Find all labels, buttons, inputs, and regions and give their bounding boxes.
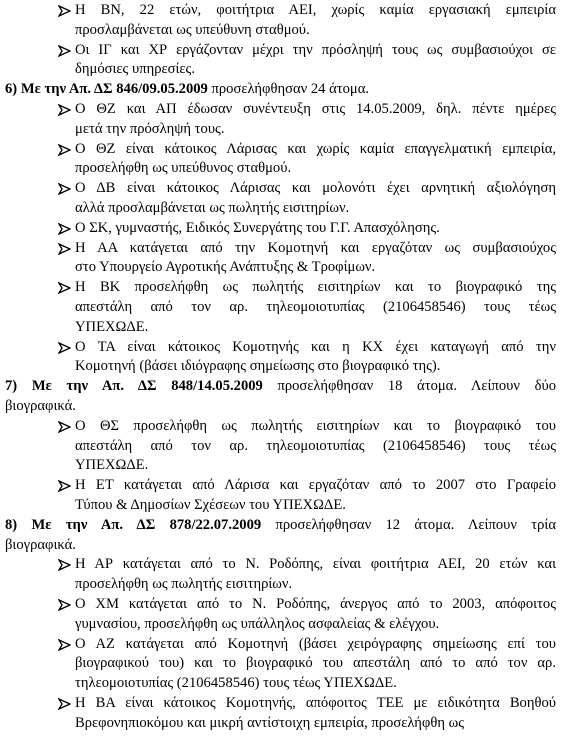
arrow-checkmark-icon xyxy=(58,599,71,611)
bullet-text-line: Κομοτηνή (βάσει ιδιόγραφης σημείωσης στο βιογραφικό της). xyxy=(75,358,441,375)
bullet-text-line: προσελήφθη ως υπεύθυνος σταθμού. xyxy=(75,160,292,177)
bullet-text-line: Τύπου & Δημοσίων Σχέσεων του ΥΠΕΧΩΔΕ. xyxy=(75,497,346,513)
bullet-text-line: Ο ΤΑ είναι κάτοικος Κομοτηνής και η ΚΧ έχει καταγωγή από την xyxy=(75,338,556,355)
arrow-checkmark-icon xyxy=(58,282,71,294)
arrow-checkmark-icon xyxy=(58,104,71,116)
bullet-text-line: βιογραφικού του) και το βιογραφικό του απεστάλη από το από τον αρ. xyxy=(75,655,556,672)
decision-reference: Με την Απ. ΔΣ 878/22.07.2009 xyxy=(31,516,262,533)
section-heading xyxy=(5,377,556,397)
bullet-text-line: Ο ΣΚ, γυμναστής, Ειδικός Συνεργάτης του Γ.Γ. Απασχόλησης. xyxy=(75,219,440,236)
arrow-checkmark-icon xyxy=(58,45,71,57)
bullet-text-line: Η ΑΡ κατάγεται από το Ν. Ροδόπης, είναι φοιτήτρια ΑΕΙ, 20 ετών και xyxy=(75,556,556,573)
decision-reference: Με την Απ. ΔΣ 846/09.05.2009 xyxy=(20,81,208,98)
arrow-checkmark-icon xyxy=(58,144,71,156)
bullet-text-line: Η ΑΑ κατάγεται από την Κομοτηνή και εργαζόταν ως συμβασιούχος xyxy=(75,239,556,256)
bullet-text-line: Ο ΘΖ και ΑΠ έδωσαν συνέντευξη στις 14.05.2009, δηλ. πέντε ημέρες xyxy=(75,101,556,117)
bullet-text-line: Η ΒΑ είναι κάτοικος Κομοτηνής, απόφοιτος ΤΕΕ με ειδικότητα Βοηθού xyxy=(75,695,556,711)
section-heading-text: προσελήφθησαν 18 άτομα. Λείπουν δύο xyxy=(262,378,556,395)
bullet-text-line: Η ΒΝ, 22 ετών, φοιτήτρια ΑΕΙ, χωρίς καμία εργασιακή εμπειρία xyxy=(75,2,556,18)
arrow-checkmark-icon xyxy=(58,639,71,651)
section-heading-continuation: βιογραφικά. xyxy=(5,536,76,553)
bullet-text-line: απεστάλη από τον αρ. τηλεομοιοτυπίας (2106458546) τους τέως xyxy=(75,437,556,454)
bullet-text-line: Ο ΔΒ είναι κάτοικος Λάρισας και μολονότι έχει αρνητική αξιολόγηση xyxy=(75,180,556,197)
bullet-text-line: ΥΠΕΧΩΔΕ. xyxy=(75,318,149,335)
section-heading-text: προσελήφθησαν 24 άτομα. xyxy=(207,81,370,98)
bullet-text-line: αλλά προσλαμβάνεται ως πωλητής εισιτηρίων. xyxy=(75,200,350,216)
bullet-text-line: Ο ΑΖ κατάγεται από Κομοτηνή (βάσει χειρόγραφης σημείωσης επί του xyxy=(75,635,556,652)
arrow-checkmark-icon xyxy=(58,183,71,195)
bullet-text-line: στο Υπουργείο Αγροτικής Ανάπτυξης & Τροφίμων. xyxy=(75,259,376,276)
section-heading xyxy=(5,80,556,100)
arrow-checkmark-icon xyxy=(58,5,71,17)
arrow-checkmark-icon xyxy=(58,698,71,710)
arrow-checkmark-icon xyxy=(58,559,71,571)
section-number: 7) xyxy=(5,378,18,395)
bullet-text-line: Η ΕΤ κατάγεται από Λάρισα και εργαζόταν από το 2007 στο Γραφείο xyxy=(75,477,556,494)
bullet-text-line: προσλαμβάνεται ως υπεύθυνη σταθμού. xyxy=(75,21,310,38)
section-number: 6) xyxy=(5,81,18,98)
arrow-checkmark-icon xyxy=(58,223,71,235)
bullet-text-line: μετά την πρόσληψή τους. xyxy=(75,120,225,137)
bullet-text-line: Ο ΘΣ προσελήφθη ως πωλητής εισιτηρίων και το βιογραφικό του xyxy=(75,417,556,434)
bullet-text-line: προσελήφθη ως πωλητής εισιτηρίων. xyxy=(75,576,293,593)
bullet-text-line: γυμνασίου, προσελήφθη ως υπάλληλος ασφαλείας & ελέγχου. xyxy=(75,615,440,632)
bullet-text-line: απεστάλη από τον αρ. τηλεομοιοτυπίας (2106458546) τους τέως xyxy=(75,299,556,315)
section-heading-text: προσελήφθησαν 12 άτομα. Λείπουν τρία xyxy=(261,516,556,533)
decision-reference: Με την Απ. ΔΣ 848/14.05.2009 xyxy=(31,378,263,395)
bullet-text-line: Ο ΧΜ κατάγεται από το Ν. Ροδόπης, άνεργος από το 2003, απόφοιτος xyxy=(75,596,556,612)
bullet-text-line: τηλεομοιοτυπίας (2106458546) τους τέως ΥΠΕΧΩΔΕ. xyxy=(75,675,397,692)
section-number: 8) xyxy=(5,516,18,533)
arrow-checkmark-icon xyxy=(58,243,71,255)
bullet-text-line: ΥΠΕΧΩΔΕ. xyxy=(75,457,149,474)
bullet-text-line: Ο ΘΖ είναι κάτοικος Λάρισας και χωρίς καμία επαγγελματική εμπειρία, xyxy=(75,140,556,157)
bullet-text-line: δημόσιες υπηρεσίες. xyxy=(75,61,195,78)
bullet-text-line: Η ΒΚ προσελήφθη ως πωλητής εισιτηρίων και το βιογραφικό της xyxy=(75,279,556,296)
bullet-text-line: Βρεφονηπιοκόμου και μικρή αντίστοιχη εμπειρία, προσελήφθη ως xyxy=(75,714,465,731)
arrow-checkmark-icon xyxy=(58,480,71,492)
arrow-checkmark-icon xyxy=(58,342,71,354)
arrow-checkmark-icon xyxy=(58,421,71,433)
section-heading-continuation: βιογραφικά. xyxy=(5,398,76,414)
bullet-text-line: Οι ΙΓ και ΧΡ εργάζονταν μέχρι την πρόσληψή τους ως συμβασιούχοι σε xyxy=(75,41,556,58)
section-heading xyxy=(5,516,556,536)
